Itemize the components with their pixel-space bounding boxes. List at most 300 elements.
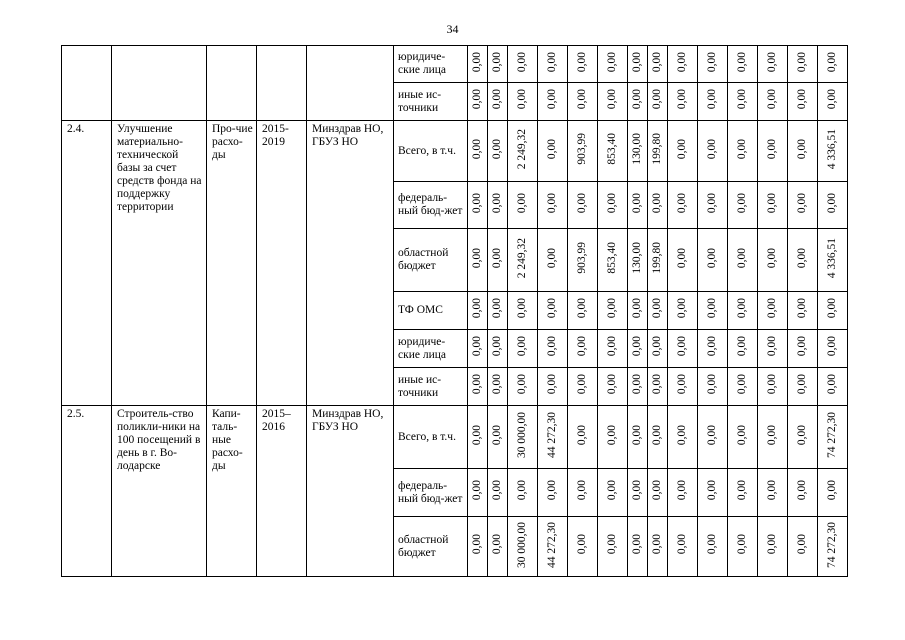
value-text: 0,00 (676, 247, 688, 269)
value-text: 0,00 (766, 424, 778, 446)
value-text: 0,00 (631, 480, 643, 501)
value-text: 0,00 (491, 336, 503, 357)
value-text: 0,00 (576, 51, 588, 73)
value-cell (818, 83, 848, 121)
value-cell (648, 121, 668, 182)
value-text: 0,00 (576, 298, 588, 319)
value-cell (538, 469, 568, 517)
value-text: 0,00 (491, 192, 503, 214)
value-cell (668, 46, 698, 83)
value-cell (648, 83, 668, 121)
value-text: 0,00 (516, 480, 528, 501)
value-text: 0,00 (766, 480, 778, 501)
value-text: 0,00 (736, 298, 748, 319)
value-text: 0,00 (651, 336, 663, 357)
value-text: 30 000,00 (516, 412, 528, 458)
value-cell (538, 368, 568, 406)
value-cell (488, 229, 508, 292)
item-period: 2015-2019 (257, 121, 307, 406)
value-cell (568, 469, 598, 517)
value-cell (788, 406, 818, 469)
value-cell (648, 182, 668, 229)
value-cell (508, 330, 538, 368)
value-cell (698, 83, 728, 121)
value-cell (818, 182, 848, 229)
value-cell (538, 182, 568, 229)
value-text: 0,00 (766, 51, 778, 73)
item-executor: Минздрав НО, ГБУЗ НО (307, 406, 394, 577)
value-cell (758, 46, 788, 83)
value-text: 0,00 (471, 374, 483, 395)
value-cell (568, 292, 598, 330)
value-cell (648, 292, 668, 330)
value-cell (818, 46, 848, 83)
value-text: 0,00 (766, 298, 778, 319)
value-text: 0,00 (676, 480, 688, 501)
value-text: 0,00 (471, 424, 483, 446)
expense-category: Капи-таль-ные расхо-ды (207, 406, 257, 577)
value-text: 0,00 (516, 374, 528, 395)
funding-source: федераль-ный бюд-жет (394, 182, 468, 229)
value-cell (818, 469, 848, 517)
value-text: 0,00 (706, 138, 718, 160)
value-cell (818, 121, 848, 182)
value-text: 0,00 (796, 534, 808, 555)
value-text: 0,00 (826, 374, 838, 395)
value-text: 0,00 (631, 51, 643, 73)
funding-source: областной бюджет (394, 229, 468, 292)
value-text: 0,00 (576, 336, 588, 357)
value-text: 903,99 (576, 242, 588, 274)
funding-source: федераль-ный бюд-жет (394, 469, 468, 517)
value-text: 199,80 (651, 133, 663, 165)
value-cell (568, 46, 598, 83)
value-cell (568, 406, 598, 469)
value-cell (468, 292, 488, 330)
value-cell (788, 517, 818, 577)
value-text: 0,00 (796, 374, 808, 395)
item-period (257, 46, 307, 121)
value-cell (648, 46, 668, 83)
value-text: 0,00 (491, 298, 503, 319)
value-text: 0,00 (796, 138, 808, 160)
funding-source: юридиче-ские лица (394, 46, 468, 83)
value-text: 0,00 (546, 192, 558, 214)
value-cell (628, 368, 648, 406)
value-cell (648, 229, 668, 292)
value-cell (788, 368, 818, 406)
value-cell (488, 368, 508, 406)
item-executor: Минздрав НО, ГБУЗ НО (307, 121, 394, 406)
value-cell (568, 83, 598, 121)
value-cell (508, 406, 538, 469)
value-text: 130,00 (631, 242, 643, 274)
item-name: Строитель-ство поликли-ники на 100 посещений в день в г. Во-лодарске (112, 406, 207, 577)
value-cell (728, 182, 758, 229)
value-cell (648, 368, 668, 406)
value-text: 0,00 (606, 51, 618, 73)
value-cell (758, 83, 788, 121)
value-cell (628, 182, 648, 229)
value-text: 0,00 (606, 89, 618, 110)
value-cell (508, 46, 538, 83)
value-text: 0,00 (491, 424, 503, 446)
value-cell (698, 46, 728, 83)
item-number (62, 46, 112, 121)
value-cell (728, 83, 758, 121)
value-text: 0,00 (651, 51, 663, 73)
value-cell (788, 292, 818, 330)
value-text: 0,00 (736, 480, 748, 501)
value-cell (758, 292, 788, 330)
value-cell (758, 182, 788, 229)
value-cell (468, 46, 488, 83)
value-text: 0,00 (546, 138, 558, 160)
value-cell (668, 330, 698, 368)
value-cell (728, 469, 758, 517)
value-text: 4 336,51 (826, 128, 838, 170)
funding-source: Всего, в т.ч. (394, 406, 468, 469)
funding-source: Всего, в т.ч. (394, 121, 468, 182)
value-text: 0,00 (516, 298, 528, 319)
value-text: 0,00 (826, 298, 838, 319)
value-cell (508, 292, 538, 330)
value-cell (468, 182, 488, 229)
value-text: 0,00 (516, 51, 528, 73)
value-text: 0,00 (491, 534, 503, 555)
value-cell (598, 46, 628, 83)
value-text: 0,00 (676, 374, 688, 395)
value-text: 0,00 (736, 138, 748, 160)
value-cell (568, 368, 598, 406)
value-text: 199,80 (651, 242, 663, 274)
value-text: 0,00 (796, 247, 808, 269)
value-cell (698, 469, 728, 517)
value-text: 0,00 (706, 192, 718, 214)
value-cell (728, 517, 758, 577)
value-cell (628, 83, 648, 121)
item-name (112, 46, 207, 121)
value-text: 30 000,00 (516, 521, 528, 568)
value-cell (668, 469, 698, 517)
funding-source: областной бюджет (394, 517, 468, 577)
value-text: 0,00 (516, 336, 528, 357)
value-cell (758, 229, 788, 292)
value-text: 0,00 (471, 480, 483, 501)
value-text: 0,00 (706, 336, 718, 357)
value-cell (488, 121, 508, 182)
value-text: 0,00 (491, 138, 503, 160)
value-text: 903,99 (576, 133, 588, 165)
value-text: 853,40 (606, 133, 618, 165)
item-number: 2.5. (62, 406, 112, 577)
value-text: 0,00 (706, 480, 718, 501)
value-text: 0,00 (606, 424, 618, 446)
value-cell (668, 229, 698, 292)
value-text: 0,00 (491, 51, 503, 73)
value-text: 0,00 (826, 89, 838, 110)
item-period: 2015–2016 (257, 406, 307, 577)
value-cell (728, 46, 758, 83)
value-text: 0,00 (631, 298, 643, 319)
value-text: 0,00 (766, 192, 778, 214)
table-row (62, 46, 848, 83)
value-text: 0,00 (471, 192, 483, 214)
value-cell (508, 83, 538, 121)
value-cell (788, 83, 818, 121)
value-text: 0,00 (736, 192, 748, 214)
value-text: 0,00 (796, 89, 808, 110)
value-cell (598, 292, 628, 330)
value-cell (488, 83, 508, 121)
value-cell (508, 121, 538, 182)
value-text: 0,00 (471, 89, 483, 110)
value-cell (538, 330, 568, 368)
value-cell (698, 182, 728, 229)
value-text: 853,40 (606, 242, 618, 274)
value-text: 44 272,30 (546, 521, 558, 568)
value-cell (758, 406, 788, 469)
value-text: 0,00 (471, 336, 483, 357)
value-cell (468, 121, 488, 182)
value-cell (628, 330, 648, 368)
value-text: 0,00 (631, 192, 643, 214)
value-text: 0,00 (546, 89, 558, 110)
value-text: 0,00 (606, 374, 618, 395)
value-cell (508, 517, 538, 577)
value-cell (668, 292, 698, 330)
value-cell (468, 330, 488, 368)
value-text: 0,00 (676, 336, 688, 357)
value-text: 0,00 (706, 89, 718, 110)
value-cell (728, 368, 758, 406)
value-text: 4 336,51 (826, 237, 838, 279)
value-text: 0,00 (631, 424, 643, 446)
value-cell (698, 330, 728, 368)
funding-source: иные ис-точники (394, 368, 468, 406)
value-cell (728, 121, 758, 182)
value-cell (488, 406, 508, 469)
value-text: 0,00 (546, 51, 558, 73)
value-cell (468, 368, 488, 406)
value-text: 0,00 (676, 89, 688, 110)
value-cell (468, 517, 488, 577)
value-text: 0,00 (546, 298, 558, 319)
value-cell (468, 229, 488, 292)
expense-category (207, 46, 257, 121)
value-cell (728, 292, 758, 330)
value-cell (818, 406, 848, 469)
value-cell (568, 121, 598, 182)
value-text: 0,00 (631, 336, 643, 357)
value-text: 0,00 (491, 247, 503, 269)
value-cell (598, 368, 628, 406)
value-text: 0,00 (576, 192, 588, 214)
value-cell (598, 229, 628, 292)
value-text: 0,00 (736, 424, 748, 446)
value-cell (758, 121, 788, 182)
budget-table (61, 45, 848, 577)
value-text: 0,00 (631, 534, 643, 555)
value-cell (628, 517, 648, 577)
value-text: 0,00 (471, 247, 483, 269)
value-cell (598, 83, 628, 121)
value-cell (508, 368, 538, 406)
value-cell (788, 330, 818, 368)
value-cell (758, 517, 788, 577)
value-text: 0,00 (651, 374, 663, 395)
value-cell (818, 229, 848, 292)
table-row (62, 121, 848, 182)
value-text: 0,00 (546, 336, 558, 357)
value-cell (538, 406, 568, 469)
value-cell (788, 46, 818, 83)
funding-source: ТФ ОМС (394, 292, 468, 330)
value-cell (648, 517, 668, 577)
value-text: 0,00 (796, 424, 808, 446)
value-cell (788, 469, 818, 517)
value-cell (668, 406, 698, 469)
value-cell (538, 46, 568, 83)
value-text: 0,00 (606, 336, 618, 357)
value-text: 0,00 (576, 424, 588, 446)
value-cell (668, 368, 698, 406)
value-cell (788, 182, 818, 229)
value-text: 0,00 (676, 534, 688, 555)
value-cell (788, 121, 818, 182)
value-cell (758, 330, 788, 368)
value-text: 0,00 (631, 89, 643, 110)
value-cell (568, 330, 598, 368)
value-cell (698, 121, 728, 182)
value-text: 0,00 (651, 298, 663, 319)
value-text: 0,00 (651, 424, 663, 446)
value-text: 0,00 (576, 534, 588, 555)
item-name: Улучшение материально-технической базы за счет средств фонда на поддержку территории (112, 121, 207, 406)
value-cell (488, 469, 508, 517)
value-text: 0,00 (471, 298, 483, 319)
value-cell (628, 229, 648, 292)
value-cell (598, 182, 628, 229)
value-text: 0,00 (736, 374, 748, 395)
value-cell (788, 229, 818, 292)
value-text: 0,00 (796, 336, 808, 357)
value-text: 0,00 (491, 89, 503, 110)
value-cell (698, 292, 728, 330)
value-cell (468, 406, 488, 469)
value-text: 0,00 (766, 138, 778, 160)
value-cell (468, 83, 488, 121)
value-text: 74 272,30 (826, 521, 838, 568)
value-text: 0,00 (766, 336, 778, 357)
value-text: 0,00 (736, 89, 748, 110)
value-text: 0,00 (676, 298, 688, 319)
value-cell (648, 469, 668, 517)
value-cell (818, 517, 848, 577)
value-cell (568, 229, 598, 292)
value-cell (758, 469, 788, 517)
page-number: 34 (446, 22, 459, 36)
value-text: 0,00 (516, 192, 528, 214)
value-cell (538, 229, 568, 292)
value-text: 0,00 (826, 192, 838, 214)
value-cell (598, 121, 628, 182)
item-number: 2.4. (62, 121, 112, 406)
value-cell (488, 517, 508, 577)
value-text: 2 249,32 (516, 237, 528, 279)
value-text: 130,00 (631, 133, 643, 165)
value-cell (628, 121, 648, 182)
value-text: 74 272,30 (826, 412, 838, 458)
value-text: 0,00 (706, 374, 718, 395)
value-text: 0,00 (516, 89, 528, 110)
value-text: 0,00 (546, 374, 558, 395)
value-cell (538, 83, 568, 121)
value-cell (488, 292, 508, 330)
value-text: 0,00 (676, 51, 688, 73)
value-text: 0,00 (546, 247, 558, 269)
value-text: 0,00 (471, 534, 483, 555)
value-text: 0,00 (736, 51, 748, 73)
value-cell (728, 406, 758, 469)
value-cell (818, 368, 848, 406)
value-text: 0,00 (796, 51, 808, 73)
value-cell (538, 292, 568, 330)
value-text: 0,00 (631, 374, 643, 395)
value-text: 0,00 (766, 374, 778, 395)
value-cell (468, 469, 488, 517)
value-text: 0,00 (491, 480, 503, 501)
value-cell (628, 469, 648, 517)
value-cell (508, 229, 538, 292)
value-cell (598, 517, 628, 577)
value-cell (598, 406, 628, 469)
value-cell (538, 121, 568, 182)
value-text: 0,00 (676, 138, 688, 160)
value-text: 0,00 (706, 298, 718, 319)
value-text: 0,00 (796, 298, 808, 319)
value-text: 44 272,30 (546, 412, 558, 458)
value-text: 0,00 (651, 480, 663, 501)
value-cell (818, 292, 848, 330)
value-text: 2 249,32 (516, 128, 528, 170)
value-cell (568, 182, 598, 229)
value-text: 0,00 (766, 534, 778, 555)
value-text: 0,00 (651, 89, 663, 110)
value-text: 0,00 (471, 138, 483, 160)
value-text: 0,00 (826, 51, 838, 73)
value-cell (698, 368, 728, 406)
value-text: 0,00 (796, 480, 808, 501)
value-cell (668, 121, 698, 182)
value-cell (568, 517, 598, 577)
value-text: 0,00 (826, 480, 838, 501)
value-cell (668, 182, 698, 229)
value-cell (818, 330, 848, 368)
value-text: 0,00 (706, 534, 718, 555)
value-text: 0,00 (766, 247, 778, 269)
value-cell (628, 406, 648, 469)
value-cell (488, 182, 508, 229)
value-text: 0,00 (606, 298, 618, 319)
value-text: 0,00 (576, 480, 588, 501)
value-text: 0,00 (676, 424, 688, 446)
value-text: 0,00 (606, 534, 618, 555)
value-text: 0,00 (736, 336, 748, 357)
value-cell (698, 517, 728, 577)
value-cell (728, 330, 758, 368)
value-cell (508, 182, 538, 229)
